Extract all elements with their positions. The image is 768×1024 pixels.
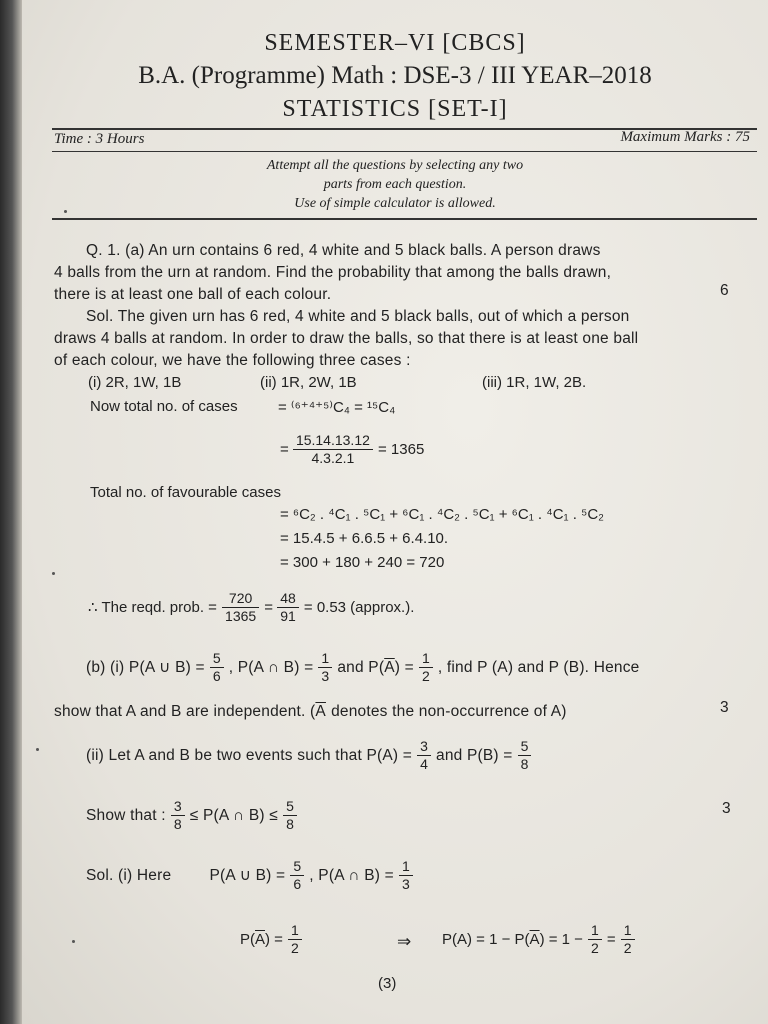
sol-b-i-last-left: $P(\overline{A})$ = $\frac{1}{2}$ [240,922,302,957]
q1b-i-row: (b) (i) P(A ∪ B) = $\frac{5}{6}$ , P(A ∩ B) = $\frac{1}{3}$ and $P(\overline{A})$ = $\frac{1}{2}$ , find P (A) and P (B). Hence [86,650,640,684]
q1b-ii-marks: 3 [722,800,731,817]
instruction-line-3: Use of simple calculator is allowed. [294,196,496,211]
scan-speck [64,210,67,213]
case-2: (ii) 1R, 2W, 1B [260,374,357,391]
max-marks-label: Maximum Marks : 75 [620,129,750,145]
total-cases-fraction: $\frac{15.14.13.12}{4.3.2.1}$ [293,432,373,467]
scan-speck [36,748,39,751]
bottom-rule [52,218,757,220]
q1a-line-1: Q. 1. (a) An urn contains 6 red, 4 white and 5 black balls. A person draws [86,242,601,259]
q1a-line-2: 4 balls from the urn at random. Find the probability that among the balls drawn, [54,264,612,281]
exam-page [22,0,768,1024]
total-cases-label: Now total no. of cases [90,398,238,415]
q1a-sol-line-2: draws 4 balls at random. In order to draw the balls, so that there is at least one ball [54,330,639,347]
book-binding [0,0,22,1024]
semester-title: SEMESTER–VI [CBCS] [264,30,526,56]
sol-b-i-row: Sol. (i) Here P(A ∪ B) = $\frac{5}{6}$ , P(A ∩ B) = $\frac{1}{3}$ [86,858,413,893]
q1a-line-3: there is at least one ball of each colour. [54,286,332,303]
q1b-i-marks: 3 [720,699,729,716]
sol-b-i-last-right: $P(A) = 1 - P(\overline{A}) = 1$ − $\frac{1}{2}$ = $\frac{1}{2}$ [442,922,635,957]
total-cases-expr: = ⁽⁶⁺⁴⁺⁵⁾C₄ = ¹⁵C₄ [278,399,396,416]
favourable-line-3: = 300 + 180 + 240 = 720 [280,554,445,571]
show-that-row: Show that : $\frac{3}{8}$ ≤ P(A ∩ B) ≤ $\frac{5}{8}$ [86,798,297,833]
page-number: (3) [378,975,397,992]
favourable-line-1: = ⁶C₂ . ⁴C₁ . ⁵C₁ + ⁶C₁ . ⁴C₂ . ⁵C₁ + ⁶C₁ . ⁴C₁ . ⁵C₂ [280,506,604,523]
required-probability-row: ∴ The reqd. prob. = $\frac{720}{1365}$ = $\frac{48}{91}$ = 0.53 (approx.). [88,590,415,624]
mid-rule [52,151,757,152]
q1a-sol-line-1: Sol. The given urn has 6 red, 4 white and 5 black balls, out of which a person [86,308,630,325]
time-label: Time : 3 Hours [54,131,145,147]
q1b-i-line-2: show that A and B are independent. ($\overline{A}$ denotes the non-occurrence of A) [54,703,567,720]
q1a-marks: 6 [720,282,729,299]
implies-symbol: ⇒ [397,932,412,951]
total-cases-fraction-row: = $\frac{15.14.13.12}{4.3.2.1}$ = 1365 [280,432,425,466]
case-1: (i) 2R, 1W, 1B [88,374,182,391]
favourable-line-2: = 15.4.5 + 6.6.5 + 6.4.10. [280,530,449,547]
q1a-sol-line-3: of each colour, we have the following three cases : [54,352,411,369]
q1b-ii-row: (ii) Let A and B be two events such that P(A) = $\frac{3}{4}$ and P(B) = $\frac{5}{8}$ [86,738,531,773]
instruction-line-1: Attempt all the questions by selecting any two [266,158,524,173]
scan-speck [72,940,75,943]
scan-speck [52,572,55,575]
case-3: (iii) 1R, 1W, 2B. [482,374,587,391]
favourable-label: Total no. of favourable cases [90,484,281,501]
prob-fraction-2: $\frac{48}{91}$ [277,590,299,625]
course-title: B.A. (Programme) Math : DSE-3 / III YEAR–2018 [138,62,652,89]
paper-title: STATISTICS [SET-I] [282,96,508,122]
instruction-line-2: parts from each question. [323,177,467,192]
prob-fraction-1: $\frac{720}{1365}$ [222,590,259,625]
